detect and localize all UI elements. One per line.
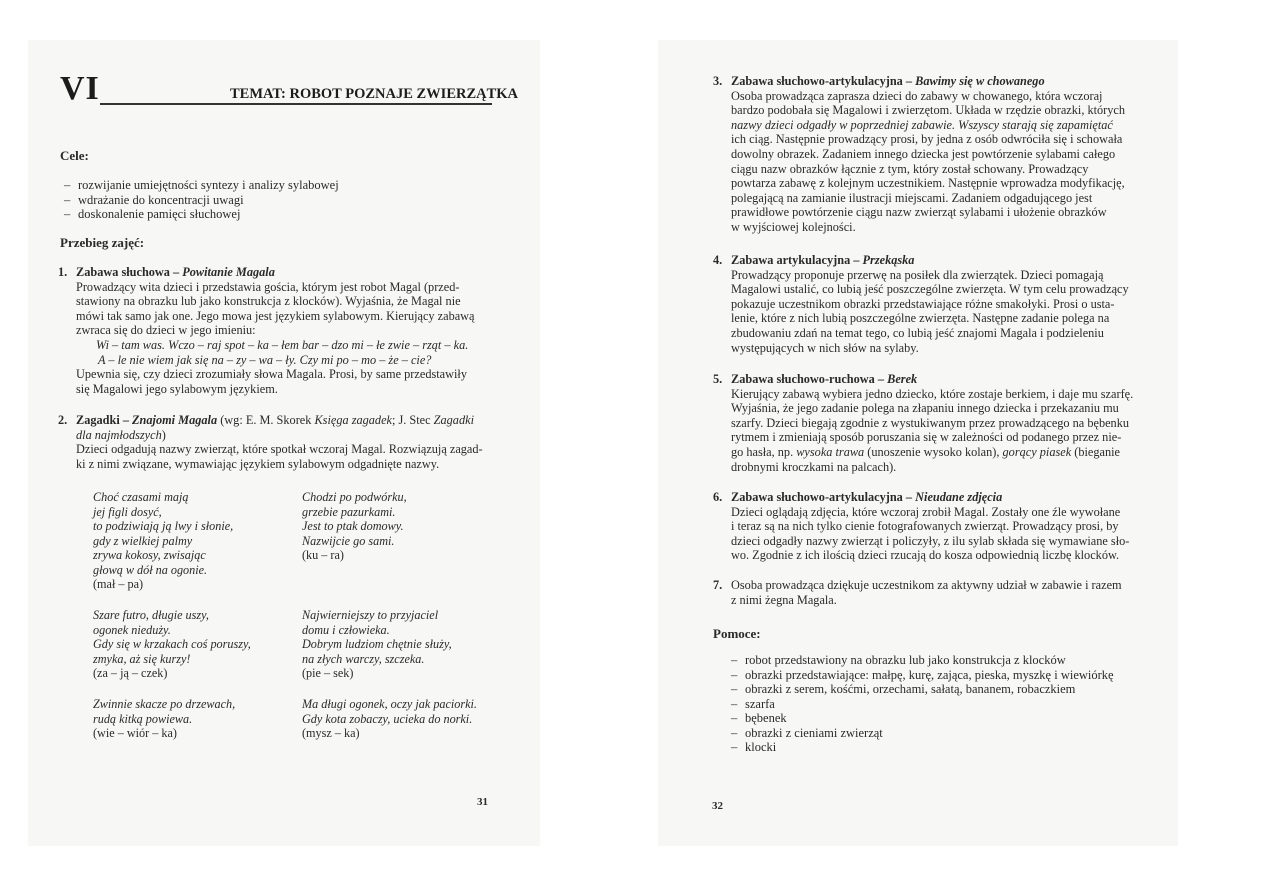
list-item: – obrazki z serem, kośćmi, orzechami, sałatą, bananem, robaczkiem [727, 682, 1114, 697]
riddle-answer: (mał – pa) [93, 577, 144, 591]
list-item: – obrazki przedstawiające: małpę, kurę, zająca, pieska, myszkę i wiewiórkę [727, 668, 1114, 683]
course-heading: Przebieg zajęć: [60, 235, 145, 250]
riddle: Choć czasami mają jej figli dosyć, to podziwiają ją lwy i słonie, gdy z wielkiej palmy zrywa kokosy, zwisając głową w dół na ogonie. (mał – pa) [93, 490, 234, 591]
section-7: 7. Osoba prowadząca dziękuje uczestnikom za aktywny udział w zabawie i razem z nimi żegna Magala. [713, 578, 1122, 607]
aids-list [727, 653, 1114, 755]
riddle-answer: (wie – wiór – ka) [93, 726, 177, 740]
page-title: TEMAT: ROBOT POZNAJE ZWIERZĄTKA [230, 86, 519, 102]
section-4: 4. Zabawa artykulacyjna – Przekąska Prowadzący proponuje przerwę na posiłek dla zwierzątek. Dzieci pomagają Magalowi ustalić, co lubią jeść poszczególne zwierzęta. W tym celu prowadzący pokazuje uczestnikom obrazki przedstawiające różne smakołyki. Prosi o usta- lenie, które z nich lubią poszczególne zwierzęta. Następne zadanie polega na zbudowaniu zdań na temat tego, co lubią jeść znajomi Magala i podzieleniu występujących w nich słów na sylaby. [713, 253, 1129, 355]
goals-list [60, 178, 339, 222]
section-6: 6. Zabawa słuchowo-artykulacyjna – Nieudane zdjęcia Dzieci oglądają zdjęcia, które wczoraj zrobił Magal. Zostały one źle wywołane i teraz są na nich tylko cienie fotografowanych zwierząt. Prowadzący prosi, by dzieci odgadły nazwy zwierząt i policzyły, z ilu sylab składa się wymawiane sło- wo. Zgodnie z ich ilością dzieci rzucają do kosza odpowiednią liczbę klocków. [713, 490, 1130, 563]
section-3: 3. Zabawa słuchowo-artykulacyjna – Bawimy się w chowanego Osoba prowadząca zaprasza dzieci do zabawy w chowanego, która wczoraj bardzo podobała się Magalowi i zwierzętom. Układa w rzędzie obrazki, których nazwy dzieci odgadły w poprzedniej zabawie. Wszyscy starają się zapamiętać ich ciąg. Następnie prowadzący prosi, by jedna z osób odwróciła się i schowała dowolny obrazek. Zadaniem innego dziecka jest powtórzenie sylabami całego ciągu nazw obrazków łącznie z tym, który został schowany. Prowadzący powtarza zabawę z kolejnym uczestnikiem. Następnie wprowadza modyfikację, polegającą na zamianie ilustracji miejscami. Zadaniem odgadującego jest prawidłowe powtórzenie ciągu nazw zwierząt sylabami i ułożenie obrazków w wyjściowej kolejności. [713, 74, 1126, 234]
page-number: 32 [712, 800, 723, 812]
list-item: – wdrażanie do koncentracji uwagi [60, 193, 339, 208]
section-1: 1. Zabawa słuchowa – Powitanie Magala Prowadzący wita dzieci i przedstawia gościa, którym jest robot Magal (przed- stawiony na obrazku lub jako konstrukcja z klocków). Wyjaśnia, że Magal nie mówi tak samo jak one. Jego mowa jest językiem sylabowym. Kierujący zabawą zwraca się do dzieci w jego imieniu: Wi – tam was. Wczo – raj spot – ka – łem bar – dzo mi – łe zwie – rząt – ka. A – le nie wiem jak się na – zy – wa – ły. Czy mi po – mo – że – cie? Upewnia się, czy dzieci zrozumiały słowa Magala. Prosi, by same przedstawiły się Magalowi jego sylabowym językiem. [76, 265, 492, 396]
list-item: – robot przedstawiony na obrazku lub jako konstrukcja z klocków [727, 653, 1114, 668]
title-rule [100, 103, 492, 105]
section-number: 3. [713, 74, 723, 88]
section-number: 6. [713, 490, 723, 504]
list-item: – szarfa [727, 697, 1114, 712]
riddle-answer: (za – ją – czek) [93, 666, 168, 680]
section-number: 5. [713, 372, 723, 386]
list-item: – klocki [727, 740, 1114, 755]
riddle: Szare futro, długie uszy, ogonek nieduży. Gdy się w krzakach coś poruszy, zmyka, aż się kurzy! (za – ją – czek) [93, 608, 251, 680]
riddle: Zwinnie skacze po drzewach, rudą kitką powiewa. (wie – wiór – ka) [93, 697, 236, 740]
aids-heading: Pomoce: [713, 626, 761, 641]
goals-heading: Cele: [60, 148, 89, 163]
riddle: Najwierniejszy to przyjaciel domu i człowieka. Dobrym ludziom chętnie służy, na złych warczy, szczeka. (pie – sek) [302, 608, 452, 680]
section-2: 2. Zagadki – Znajomi Magala (wg: E. M. Skorek Księga zagadek; J. Stec Zagadki dla najmłodszych) Dzieci odgadują nazwy zwierząt, które spotkał wczoraj Magal. Rozwiązują zagad- ki z nimi związane, wymawiając językiem sylabowym odgadnięte nazwy. [58, 413, 483, 471]
riddle: Chodzi po podwórku, grzebie pazurkami. Jest to ptak domowy. Nazwijcie go sami. (ku – ra) [302, 490, 407, 562]
section-number: 2. [58, 413, 68, 427]
list-item: – obrazki z cieniami zwierząt [727, 726, 1114, 741]
chapter-number: VI [60, 70, 100, 107]
robot-speech: Wi – tam was. Wczo – raj spot – ka – łem bar – dzo mi – łe zwie – rząt – ka. [96, 337, 469, 352]
robot-speech: A – le nie wiem jak się na – zy – wa – ły. Czy mi po – mo – że – cie? [98, 352, 432, 367]
riddle-answer: (ku – ra) [302, 548, 344, 562]
riddle-answer: (pie – sek) [302, 666, 354, 680]
list-item: – rozwijanie umiejętności syntezy i analizy sylabowej [60, 178, 339, 193]
section-number: 7. [713, 578, 723, 592]
section-number: 1. [58, 265, 68, 279]
list-item: – bębenek [727, 711, 1114, 726]
riddle: Ma długi ogonek, oczy jak paciorki. Gdy kota zobaczy, ucieka do norki. (mysz – ka) [302, 697, 477, 740]
list-item: – doskonalenie pamięci słuchowej [60, 207, 339, 222]
riddle-answer: (mysz – ka) [302, 726, 360, 740]
section-number: 4. [713, 253, 723, 267]
section-5: 5. Zabawa słuchowo-ruchowa – Berek Kierujący zabawą wybiera jedno dziecko, które zostaje berkiem, i daje mu szarfę. Wyjaśnia, że jego zadanie polega na złapaniu innego dziecka i przekazaniu mu szarfy. Dzieci biegają zgodnie z wystukiwanym przez prowadzącego na bębenku rytmem i zmieniają sposób poruszania się w zależności od podanego przez nie- go hasła, np. wysoka trawa (unoszenie wysoko kolan), gorący piasek (bieganie drobnymi kroczkami na palcach). [713, 372, 1134, 474]
page-number: 31 [477, 796, 488, 808]
